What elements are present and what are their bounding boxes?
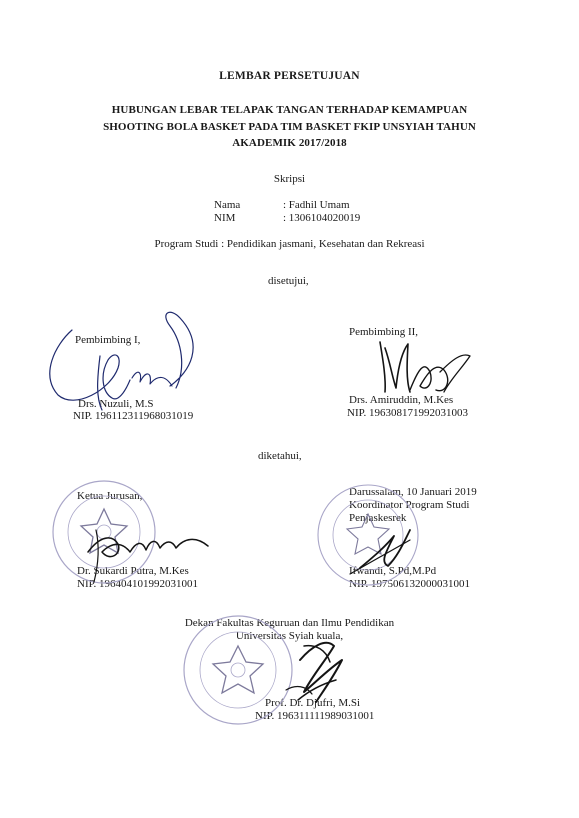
nim-label: NIM	[214, 212, 236, 224]
subtitle-line-3: AKADEMIK 2017/2018	[232, 137, 347, 149]
department-head-nip: NIP. 196404101992031001	[77, 578, 199, 590]
document-type: Skripsi	[273, 173, 306, 185]
supervisor1-role: Pembimbing I,	[75, 334, 141, 346]
coordinator-role-line2: Penjaskesrek	[349, 512, 407, 524]
subtitle-line-1: HUBUNGAN LEBAR TELAPAK TANGAN TERHADAP KEMAMPUAN	[111, 104, 468, 116]
known-label: diketahui,	[258, 450, 302, 462]
study-program: Program Studi : Pendidikan jasmani, Kesehatan dan Rekreasi	[154, 238, 425, 250]
dean-role-line2: Universitas Syiah kuala,	[235, 630, 344, 642]
department-head-name: Dr. Sukardi Putra, M.Kes	[77, 565, 189, 577]
coordinator-role-line1: Koordinator Program Studi	[349, 499, 470, 511]
supervisor2-role: Pembimbing II,	[349, 326, 419, 338]
dean-role-line1: Dekan Fakultas Keguruan dan Ilmu Pendidikan	[184, 617, 395, 629]
dean-name: Prof. Dr. Djufri, M.Si	[265, 697, 361, 709]
subtitle-line-2: SHOOTING BOLA BASKET PADA TIM BASKET FKIP UNSYIAH TAHUN	[103, 121, 476, 133]
coordinator-name: Ifwandi, S.Pd,M.Pd	[349, 565, 437, 577]
supervisor1-name: Drs. Nuzuli, M.S	[78, 398, 154, 410]
name-label: Nama	[214, 199, 241, 211]
supervisor1-nip: NIP. 196112311968031019	[73, 410, 194, 422]
coordinator-place-date: Darussalam, 10 Januari 2019	[349, 486, 477, 498]
department-head-role: Ketua Jurusan,	[77, 490, 143, 502]
document-title: LEMBAR PERSETUJUAN	[219, 70, 360, 82]
supervisor2-name: Drs. Amiruddin, M.Kes	[349, 394, 454, 406]
name-value: : Fadhil Umam	[283, 199, 350, 211]
dean-nip: NIP. 196311111989031001	[255, 710, 375, 722]
coordinator-nip: NIP. 197506132000031001	[349, 578, 471, 590]
supervisor2-nip: NIP. 196308171992031003	[347, 407, 469, 419]
nim-value: : 1306104020019	[283, 212, 361, 224]
approved-label: disetujui,	[268, 275, 309, 287]
